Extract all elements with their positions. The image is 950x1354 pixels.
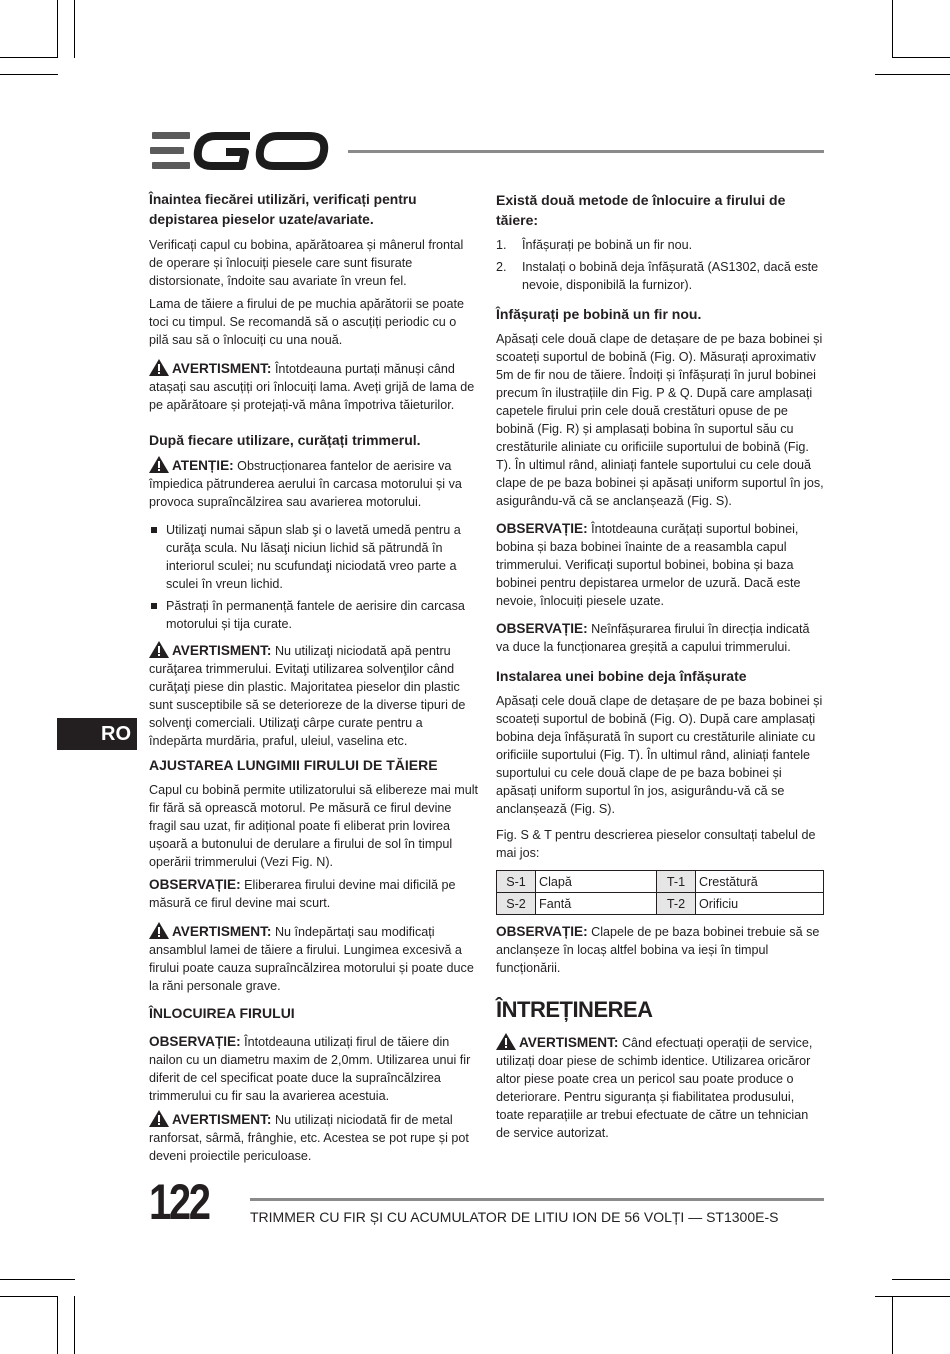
methods-heading: Există două metode de înlocuire a firului de tăiere: <box>496 192 786 228</box>
warning-label: AVERTISMENT: <box>519 1035 619 1050</box>
crop-mark <box>892 57 950 58</box>
warning-text: Nu utilizați niciodată fir de metal ranforsat, sârmă, frânghie, etc. Acestea se pot rupe și pot deveni proiectile periculoase. <box>149 1113 469 1163</box>
table-cell: Clapă <box>536 871 657 893</box>
table-cell: S-1 <box>497 871 536 893</box>
crop-mark <box>875 74 950 75</box>
table-intro: Fig. S & T pentru descrierea pieselor consultați tabelul de mai jos: <box>496 828 816 860</box>
warning-icon <box>149 456 169 473</box>
footer-rule <box>250 1198 824 1201</box>
table-cell: Fantă <box>536 893 657 915</box>
warning-text: Nu utilizaţi niciodată apă pentru curăţarea trimmerului. Evitaţi utilizarea solvenţilor când curăţaţi piese din plastic. Majoritatea pieselor din plastic sunt susceptibile să se deterioreze de la diverse tipuri de solvenţi comerciali. Utilizaţi cârpe curate pentru a îndepărta murdăria, praful, uleiul, vaselina etc. <box>149 644 466 748</box>
adjust-paragraph: Capul cu bobină permite utilizatorului să elibereze mai mult fir fără să oprească motorul. Pe măsură ce firul devine fragil sau uzat, fir adițional poate fi eliberat prin lovirea ușoară a butonului de derulare a firului de sol în timpul operării trimmerului (Vezi Fig. N). <box>149 783 478 869</box>
crop-mark <box>57 0 58 58</box>
install-paragraph: Apăsați cele două clape de detașare de pe baza bobinei și scoateți suportul de bobină (Fig. O). După care amplasați bobina deja înfășurată în suport cu crestăturile aliniate cu orificiile suportului (Fig. T). În ultimul rând, aliniați fantele suportului cu cele două clape de pe baza bobinei și apăsați uniform suportul în jos, asigurându-vă că se anclanșează (Fig. S). <box>496 694 823 816</box>
warning-label: AVERTISMENT: <box>172 643 272 658</box>
warning-block <box>149 641 478 750</box>
note-label: OBSERVAȚIE: <box>149 877 241 892</box>
maintenance-heading: ÎNTREȚINEREA <box>496 997 653 1022</box>
table-cell: T-2 <box>657 893 696 915</box>
crop-mark <box>0 1279 75 1280</box>
warning-text: Întotdeauna purtați mănuși când atașați sau ascuțiți ori înlocuiți lama. Aveți grijă de lama de pe apărătoare și protejați-vă mâna împotriva tăieturilor. <box>149 362 475 412</box>
ego-logo <box>150 130 330 172</box>
crop-mark <box>875 1296 950 1297</box>
wind-heading: Înfășurați pe bobină un fir nou. <box>496 306 702 322</box>
list-item <box>496 258 824 294</box>
note-text: Întotdeauna curățați suportul bobinei, bobina și baza bobinei înainte de a reasambla capul trimmerului. Verificați suportul bobinei, bobina și baza bobinei pentru depistarea urmelor de uzură. Dacă este nevoie, înlocuiți piesele uzate. <box>496 522 801 608</box>
note-label: OBSERVAȚIE: <box>496 621 588 636</box>
crop-mark <box>0 57 58 58</box>
table-cell: S-2 <box>497 893 536 915</box>
list-number: 2. <box>496 260 507 274</box>
cleaning-list <box>149 521 478 633</box>
footer-title: TRIMMER CU FIR ȘI CU ACUMULATOR DE LITIU ION DE 56 VOLȚI — ST1300E-S <box>250 1209 779 1225</box>
list-number: 1. <box>496 238 507 252</box>
header-rule <box>348 150 824 153</box>
language-tab: RO <box>57 718 137 750</box>
list-item <box>496 236 824 254</box>
caution-label: ATENȚIE: <box>172 458 234 473</box>
crop-mark <box>0 74 58 75</box>
list-item: Utilizaţi numai săpun slab şi o lavetă umedă pentru a curăţa scula. Nu lăsaţi niciun lichid să pătrundă în interiorul sculei; nu scufundaţi niciodată vreo parte a sculei în vreun lichid. <box>149 521 478 593</box>
note-block <box>149 876 478 912</box>
note-label: OBSERVAȚIE: <box>496 521 588 536</box>
table-cell: T-1 <box>657 871 696 893</box>
list-item: Păstrați în permanență fantele de aerisire din carcasa motorului și tija curate. <box>149 597 478 633</box>
adjust-heading: AJUSTAREA LUNGIMII FIRULUI DE TĂIERE <box>149 757 438 773</box>
warning-icon <box>149 641 169 658</box>
clean-heading: După fiecare utilizare, curățați trimmerul. <box>149 432 421 448</box>
warning-block <box>149 922 478 995</box>
crop-mark <box>892 0 893 58</box>
wind-paragraph: Apăsați cele două clape de detașare de pe baza bobinei și scoateți suportul de bobină (Fig. O). Măsurați aproximativ 5m de fir nou de tăiere. Îndoiți și înfășurați în jurul bobinei precum în ilustrațiile din Fig. P & Q. După care amplasați capetele firului prin cele două crestături opuse de pe bobină (Fig. R) și amplasați bobina în suportul său cu crestăturile aliniate cu orificiile suportului de bobină (Fig. T). În ultimul rând, aliniați fantele suportului cu cele două clape de pe baza bobinei și apăsați uniform suportul în jos, asigurându-vă că se anclanșează (Fig. S). <box>496 332 824 508</box>
list-text: Instalați o bobină deja înfășurată (AS1302, dacă este nevoie, disponibilă la furnizor). <box>522 260 819 292</box>
table-row <box>497 871 824 893</box>
intro-paragraph: Verificați capul cu bobina, apărătoarea și mânerul frontal de operare și înlocuiți piesele care sunt fisurate distorsionate, îndoite sau avariate în vreun fel. <box>149 238 464 288</box>
warning-icon <box>149 359 169 376</box>
warning-block <box>149 1110 478 1165</box>
crop-mark <box>892 1279 950 1280</box>
caution-text: Obstrucționarea fantelor de aerisire va împiedica pătrunderea aerului în carcasa motorului și va provoca supraîncălzirea sau avarierea motorului. <box>149 459 462 509</box>
parts-table <box>496 870 824 915</box>
note-label: OBSERVAȚIE: <box>496 924 588 939</box>
table-cell: Orificiu <box>696 893 824 915</box>
replace-heading: ÎNLOCUIREA FIRULUI <box>149 1005 295 1021</box>
intro-paragraph: Lama de tăiere a firului de pe muchia apărătorii se poate toci cu timpul. Se recomandă să o ascuțiți periodic cu o pilă sau să o înlocuiți cu una nouă. <box>149 297 465 347</box>
warning-block <box>496 1033 824 1142</box>
crop-mark <box>892 1296 893 1354</box>
warning-label: AVERTISMENT: <box>172 361 272 376</box>
note-label: OBSERVAȚIE: <box>149 1034 241 1049</box>
list-text: Înfășurați pe bobină un fir nou. <box>522 238 693 252</box>
warning-label: AVERTISMENT: <box>172 1112 272 1127</box>
note-block <box>496 520 824 610</box>
warning-label: AVERTISMENT: <box>172 924 272 939</box>
table-row <box>497 893 824 915</box>
intro-heading: Înaintea fiecărei utilizări, verificați pentru depistarea pieselor uzate/avariate. <box>149 192 417 227</box>
right-column <box>496 190 824 1147</box>
note-block <box>496 620 824 656</box>
methods-list <box>496 236 824 294</box>
note-text: Clapele de pe baza bobinei trebuie să se anclanșeze în locaș altfel bobina va ieși în timpul funcționării. <box>496 925 820 975</box>
warning-icon <box>149 1110 169 1127</box>
install-heading: Instalarea unei bobine deja înfășurate <box>496 668 747 684</box>
note-text: Neînfășurarea firului în direcția indicată va duce la funcționarea greșită a capului trimmerului. <box>496 622 810 654</box>
warning-text: Când efectuați operații de service, utilizați doar piese de schimb identice. Utilizarea oricăror altor piese poate crea un pericol sau poate produce o deteriorare. Pentru siguranța și fiabilitatea produsului, toate reparațiile ar trebui efectuate de către un tehnician de service autorizat. <box>496 1036 813 1140</box>
table-cell: Crestătură <box>696 871 824 893</box>
note-text: Întotdeauna utilizați firul de tăiere din nailon cu un diametru maxim de 2,0mm. Utilizarea unui fir diferit de cel specificat poate duce la supraîncălzirea trimmerului cu fir sau la avarierea acestuia. <box>149 1035 471 1103</box>
crop-mark <box>0 1296 58 1297</box>
warning-icon <box>149 922 169 939</box>
note-text: Eliberarea firului devine mai dificilă pe măsură ce firul devine mai scurt. <box>149 878 456 910</box>
crop-mark <box>74 0 75 58</box>
left-column <box>149 190 478 1170</box>
warning-icon <box>496 1033 516 1050</box>
crop-mark <box>74 1296 75 1354</box>
note-block <box>496 923 824 977</box>
crop-mark <box>57 1296 58 1354</box>
warning-block <box>149 359 478 414</box>
page-number: 122 <box>149 1174 209 1230</box>
caution-block <box>149 456 478 511</box>
warning-text: Nu îndepărtați sau modificați ansamblul lamei de tăiere a firului. Lungimea excesivă a firului poate cauza supraîncălzirea motorului și poate duce la răni personale grave. <box>149 925 474 993</box>
note-block <box>149 1033 478 1105</box>
